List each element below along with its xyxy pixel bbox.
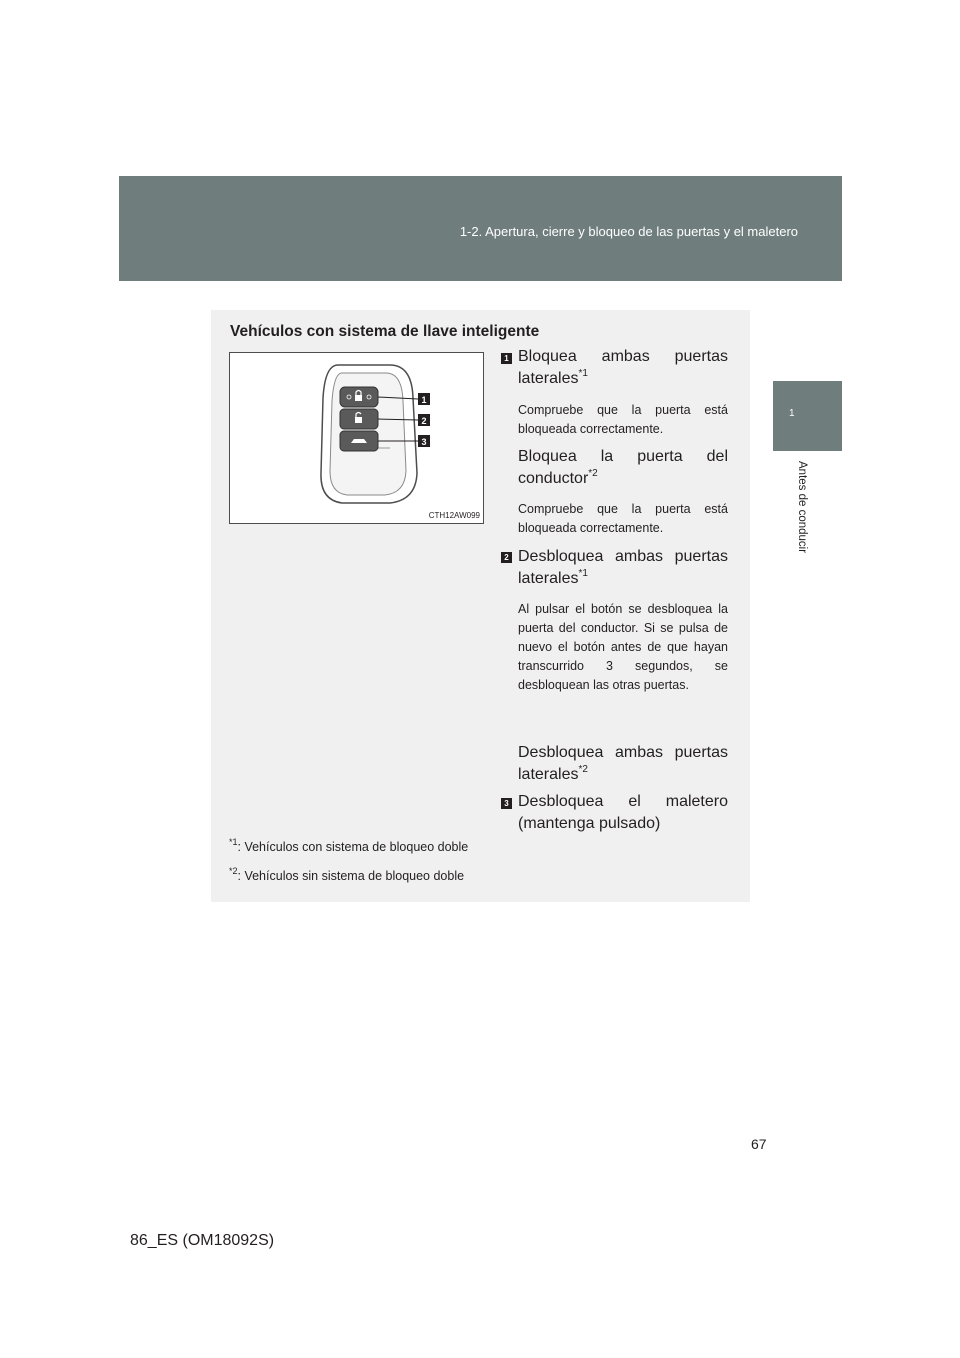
item-note: Compruebe que la puerta está bloqueada correctamente. (518, 502, 728, 535)
illustration-code: CTH12AW099 (428, 511, 480, 520)
smart-key-drawing (230, 353, 483, 523)
lock-glyph (355, 395, 362, 401)
svg-text:1: 1 (421, 395, 427, 405)
chapter-title-vertical (796, 461, 810, 591)
svg-text:2: 2 (421, 416, 427, 426)
info-panel (211, 310, 750, 902)
item-lock-both-doors: Bloquea ambas puertas laterales$^{*1}$ (518, 348, 728, 387)
item-unlock-trunk: Desbloquea el maletero (mantenga pulsado) (518, 793, 728, 832)
item-unlock-both-doors: Desbloquea ambas puertas laterales$^{*1}$ (518, 548, 728, 587)
svg-text:3: 3 (421, 437, 427, 447)
item-lock-driver-door: Bloquea la puerta del conductor$^{*2}$ (518, 448, 728, 487)
page-number: 67 (751, 1136, 767, 1152)
document-code: 86_ES (OM18092S) (130, 1232, 275, 1249)
smart-key-illustration (229, 352, 484, 524)
unlock-glyph (355, 417, 362, 423)
item-badge-3: 3 (501, 798, 512, 809)
item-note: Al pulsar el botón se desbloquea la puerta del conductor. Si se pulsa de nuevo el botón antes de que hayan transcurrido 3 segundos, se desbloquean las otras puertas. (518, 602, 728, 692)
footnote-1: $^{*1}$: Vehículos con sistema de bloqueo doble (229, 837, 469, 854)
footnote-2: $^{*2}$: Vehículos sin sistema de bloqueo doble (229, 866, 465, 883)
item-note: Compruebe que la puerta está bloqueada correctamente. (518, 403, 728, 436)
panel-title: Vehículos con sistema de llave inteligente (230, 323, 540, 340)
chapter-title: Antes de conducir (796, 461, 808, 554)
chapter-number: 1 (789, 408, 795, 419)
section-header-title: 1-2. Apertura, cierre y bloqueo de las puertas y el maletero (459, 224, 798, 239)
item-badge-1: 1 (501, 353, 512, 364)
item-badge-2: 2 (501, 552, 512, 563)
item-unlock-both-doors-alt: Desbloquea ambas puertas laterales$^{*2}$ (518, 744, 728, 783)
section-header (119, 176, 842, 281)
chapter-tab (773, 381, 842, 451)
